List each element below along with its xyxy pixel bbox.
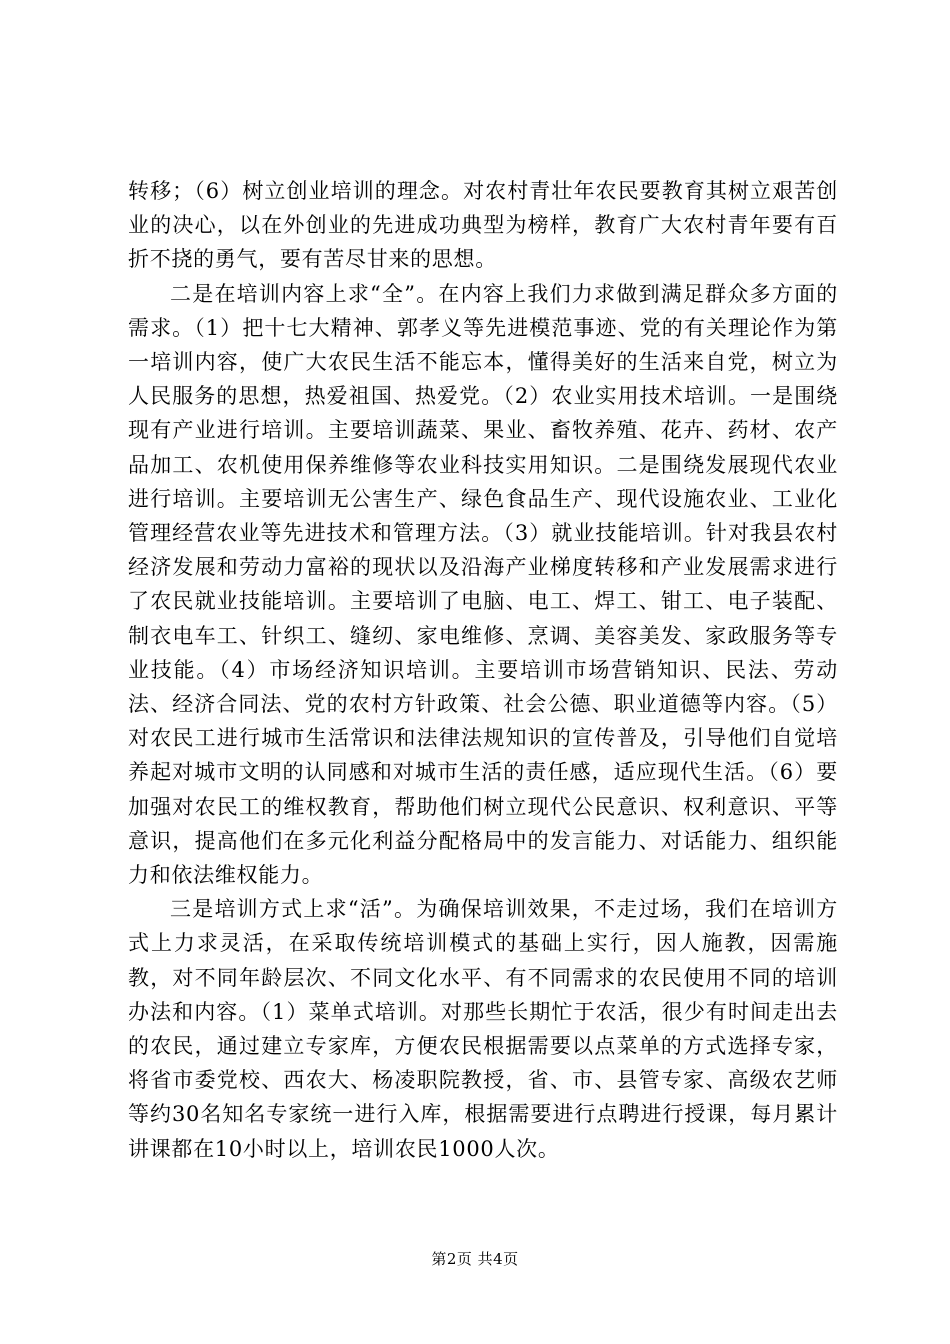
paragraph-1: 转移；（6）树立创业培训的理念。对农村青壮年农民要教育其树立艰苦创业的决心，以在外创业的先进成功典型为榜样，教育广大农村青年要有百折不挠的勇气，要有苦尽甘来的思想。 xyxy=(128,179,838,272)
paragraph-3: 三是培训方式上求“活”。为确保培训效果，不走过场，我们在培训方式上力求灵活，在采取传统培训模式的基础上实行，因人施教，因需施教，对不同年龄层次、不同文化水平、有不同需求的农民使用不同的培训办法和内容。（1）菜单式培训。对那些长期忙于农活，很少有时间走出去的农民，通过建立专家库，方便农民根据需要以点菜单的方式选择专家，将省市委党校、西农大、杨凌职院教授，省、市、县管专家、高级农艺师等约30名知名专家统一进行入库，根据需要进行点聘进行授课，每月累计讲课都在10小时以上，培训农民1000人次。 xyxy=(128,897,838,1161)
body-text xyxy=(128,174,838,1166)
page-footer: 第2页 共4页 xyxy=(431,1250,519,1268)
paragraph-2: 二是在培训内容上求“全”。在内容上我们力求做到满足群众多方面的需求。（1）把十七大精神、郭孝义等先进模范事迹、党的有关理论作为第一培训内容，使广大农民生活不能忘本，懂得美好的生活来自党，树立为人民服务的思想，热爱祖国、热爱党。（2）农业实用技术培训。一是围绕现有产业进行培训。主要培训蔬菜、果业、畜牧养殖、花卉、药材、农产品加工、农机使用保养维修等农业科技实用知识。二是围绕发展现代农业进行培训。主要培训无公害生产、绿色食品生产、现代设施农业、工业化管理经营农业等先进技术和管理方法。（3）就业技能培训。针对我县农村经济发展和劳动力富裕的现状以及沿海产业梯度转移和产业发展需求进行了农民就业技能培训。主要培训了电脑、电工、焊工、钳工、电子装配、制衣电车工、针织工、缝纫、家电维修、烹调、美容美发、家政服务等专业技能。（4）市场经济知识培训。主要培训市场营销知识、民法、劳动法、经济合同法、党的农村方针政策、社会公德、职业道德等内容。（5）对农民工进行城市生活常识和法律法规知识的宣传普及，引导他们自觉培养起对城市文明的认同感和对城市生活的责任感，适应现代生活。（6）要加强对农民工的维权教育，帮助他们树立现代公民意识、权利意识、平等意识，提高他们在多元化利益分配格局中的发言能力、对话能力、组织能力和依法维权能力。 xyxy=(128,281,838,888)
